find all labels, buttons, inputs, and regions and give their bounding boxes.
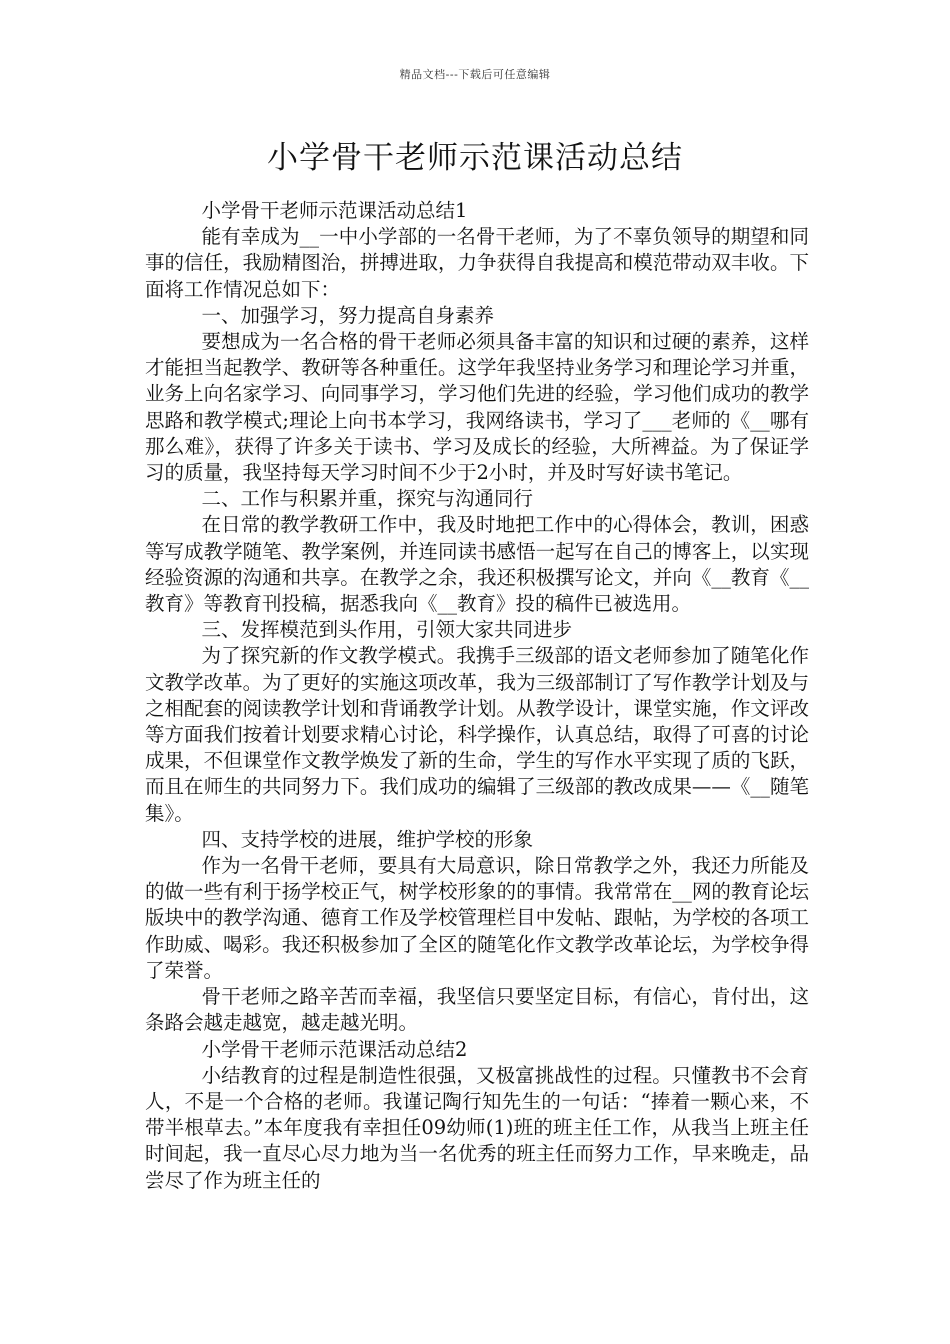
body-paragraph: 骨干老师之路辛苦而幸福，我坚信只要坚定目标，有信心，肯付出，这条路会越走越宽，越走越光明。	[145, 985, 809, 1035]
body-paragraph: 要想成为一名合格的骨干老师必须具备丰富的知识和过硬的素养，这样才能担当起教学、教研等各种重任。这学年我坚持业务学习和理论学习并重，业务上向名家学习、向同事学习，学习他们先进的经验，学习他们成功的教学思路和教学模式;理论上向书本学习，我网络读书，学习了___老师的《__哪有那么难》，获得了许多关于读书、学习及成长的经验，大所裨益。为了保证学习的质量，我坚持每天学习时间不少于2小时，并及时写好读书笔记。	[145, 330, 809, 485]
section-heading: 二、工作与积累并重，探究与沟通同行	[201, 487, 534, 511]
body-paragraph: 小结教育的过程是制造性很强，又极富挑战性的过程。只懂教书不会育人，不是一个合格的老师。我谨记陶行知先生的一句话：“捧着一颗心来，不带半根草去。”本年度我有幸担任09幼师(1)班的班主任工作，从我当上班主任时间起，我一直尽心尽力地为当一名优秀的班主任而努力工作，早来晚走，品尝尽了作为班主任的	[145, 1063, 809, 1192]
document-title: 小学骨干老师示范课活动总结	[267, 140, 683, 176]
body-paragraph: 作为一名骨干老师，要具有大局意识，除日常教学之外，我还力所能及的做一些有利于扬学校正气，树学校形象的的事情。我常常在__网的教育论坛版块中的教学沟通、德育工作及学校管理栏目中发帖、跟帖，为学校的各项工作助威、喝彩。我还积极参加了全区的随笔化作文教学改革论坛，为学校争得了荣誉。	[145, 854, 809, 982]
section-heading: 三、发挥模范到头作用，引领大家共同进步	[201, 618, 573, 642]
section-heading: 一、加强学习，努力提高自身素养	[201, 303, 495, 327]
body-paragraph: 在日常的教学教研工作中，我及时地把工作中的心得体会，教训，困惑等写成教学随笔、教学案例，并连同读书感悟一起写在自己的博客上，以实现经验资源的沟通和共享。在教学之余，我还积极撰写论文，并向《__教育《__教育》等教育刊投稿，据悉我向《__教育》投的稿件已被选用。	[145, 513, 809, 616]
section-heading-summary-1: 小学骨干老师示范课活动总结1	[201, 199, 468, 222]
body-paragraph: 能有幸成为__一中小学部的一名骨干老师，为了不辜负领导的期望和同事的信任，我励精图治，拼搏进取，力争获得自我提高和模范带动双丰收。下面将工作情况总如下：	[145, 225, 809, 301]
page-header-watermark: 精品文档---下载后可任意编辑	[399, 68, 551, 81]
section-heading-summary-2: 小学骨干老师示范课活动总结2	[201, 1037, 468, 1061]
document-body	[145, 198, 809, 1194]
section-heading: 四、支持学校的进展，维护学校的形象	[201, 827, 534, 851]
body-paragraph: 为了探究新的作文教学模式。我携手三级部的语文老师参加了随笔化作文教学改革。为了更好的实施这项改革，我为三级部制订了写作教学计划及与之相配套的阅读教学计划和背诵教学计划。从教学设计，课堂实施，作文评改等方面我们按着计划要求精心讨论，科学操作，认真总结，取得了可喜的讨论成果，不但课堂作文教学焕发了新的生命，学生的写作水平实现了质的飞跃，而且在师生的共同努力下。我们成功的编辑了三级部的教改成果——《__随笔集》。	[145, 644, 809, 825]
